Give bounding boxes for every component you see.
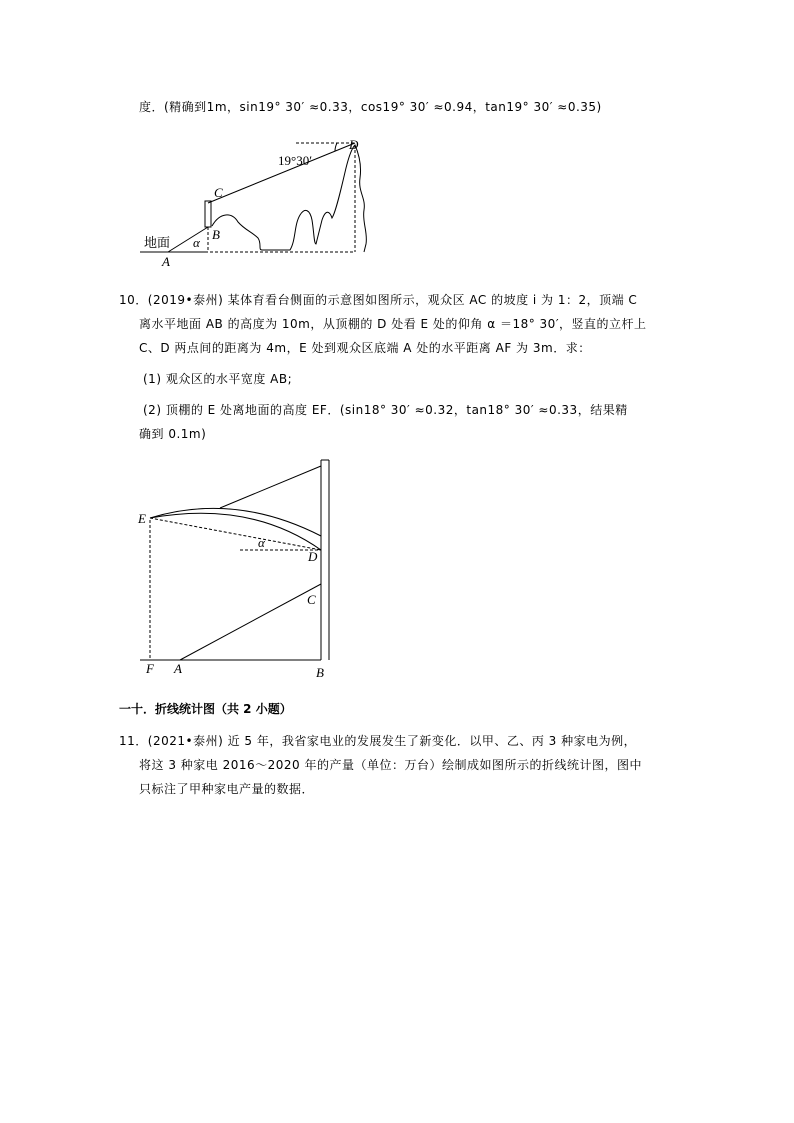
- q11-line-2: 将这 3 种家电 2016～2020 年的产量（单位：万台）绘制成如图所示的折线统计图，图中: [139, 758, 642, 772]
- slope-ac: [180, 584, 321, 660]
- point-b-label: B: [316, 665, 324, 680]
- angle-label: 19°30′: [278, 153, 313, 168]
- point-d-label: D: [308, 549, 318, 564]
- point-a-label: A: [162, 254, 170, 269]
- roof-lower-arc: [150, 513, 321, 550]
- point-d-label: D: [349, 137, 359, 152]
- alpha-label: α: [193, 235, 200, 250]
- point-e-label: E: [138, 511, 146, 526]
- point-b-label: B: [212, 227, 220, 242]
- point-c-label: C: [214, 185, 223, 200]
- q10-sub-2a: (2) 顶棚的 E 处离地面的高度 EF．(sin18° 30′ ≈0.32，tan18° 30′ ≈0.33，结果精: [143, 403, 628, 417]
- q10-sub-1: (1) 观众区的水平宽度 AB;: [143, 372, 293, 386]
- sight-ed: [150, 518, 321, 550]
- q9-conditions-text: 度．(精确到1m，sin19° 30′ ≈0.33，cos19° 30′ ≈0.94，tan19° 30′ ≈0.35): [139, 100, 602, 114]
- q10-line-2: 离水平地面 AB 的高度为 10m，从顶棚的 D 处看 E 处的仰角 α ＝18° 30′，竖直的立杆上: [139, 317, 647, 331]
- roof-support: [220, 466, 321, 508]
- point-a-label: A: [174, 661, 182, 676]
- roof-upper-arc: [150, 508, 321, 536]
- section-heading: 一十．折线统计图（共 2 小题）: [119, 702, 292, 716]
- q11-line-1: 11．(2021•泰州) 近 5 年，我省家电业的发展发生了新变化．以甲、乙、丙 3 种家电为例，: [119, 734, 637, 748]
- point-c-label: C: [307, 592, 316, 607]
- q10-line-3: C、D 两点间的距离为 4m，E 处到观众区底端 A 处的水平距离 AF 为 3m．求：: [139, 341, 591, 355]
- ground-label: 地面: [144, 236, 171, 251]
- q10-sub-2b: 确到 0.1m): [139, 427, 207, 441]
- q10-line-1: 10．(2019•泰州) 某体育看台侧面的示意图如图所示，观众区 AC 的坡度 i 为 1：2，顶端 C: [119, 293, 638, 307]
- point-f-label: F: [146, 661, 154, 676]
- q11-line-3: 只标注了甲种家电产量的数据．: [139, 782, 315, 796]
- alpha-label: α: [258, 535, 265, 550]
